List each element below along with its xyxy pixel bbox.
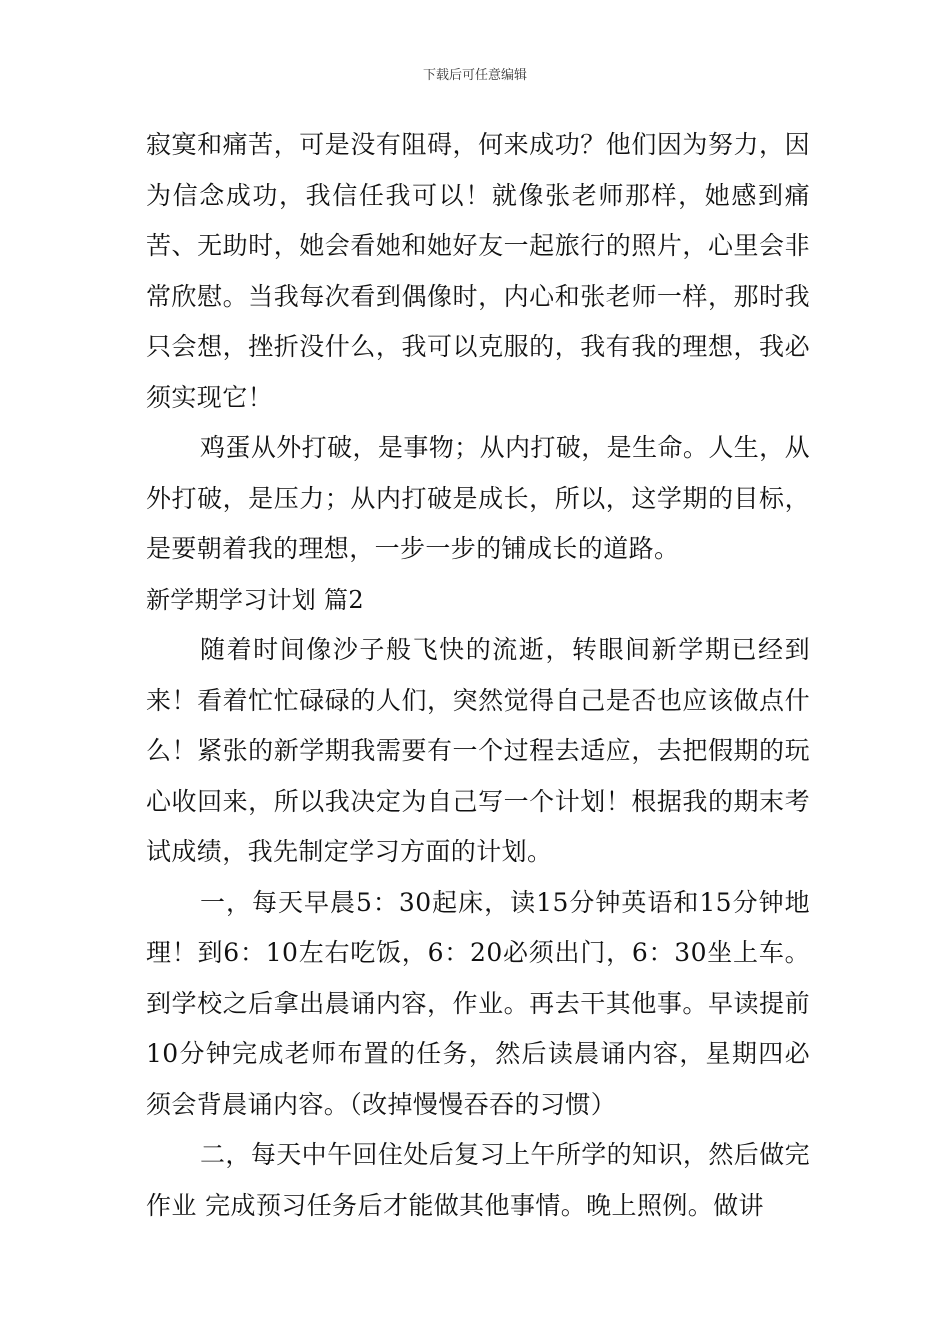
document-body <box>146 120 810 1231</box>
section-title: 新学期学习计划 篇2 <box>146 585 364 614</box>
paragraph-new-semester-intro: 随着时间像沙子般飞快的流逝，转眼间新学期已经到来！看着忙忙碌碌的人们，突然觉得自己是否也应该做点什么！紧张的新学期我需要有一个过程去适应，去把假期的玩心收回来，所以我决定为自己写一个计划！根据我的期末考试成绩，我先制定学习方面的计划。 <box>146 635 810 866</box>
paragraph-egg-metaphor: 鸡蛋从外打破，是事物；从内打破，是生命。人生，从外打破，是压力；从内打破是成长，所以，这学期的目标，是要朝着我的理想，一步一步的铺成长的道路。 <box>146 433 810 563</box>
paragraph-continuation: 寂寞和痛苦，可是没有阻碍，何来成功？他们因为努力，因为信念成功，我信任我可以！就像张老师那样，她感到痛苦、无助时，她会看她和她好友一起旅行的照片，心里会非常欣慰。当我每次看到偶像时，内心和张老师一样，那时我只会想，挫折没什么，我可以克服的，我有我的理想，我必须实现它！ <box>146 130 810 412</box>
page-header-note: 下载后可任意编辑 <box>422 68 527 83</box>
paragraph-plan-item-1: 一，每天早晨5：30起床，读15分钟英语和15分钟地理！到6：10左右吃饭，6：20必须出门，6：30坐上车。到学校之后拿出晨诵内容，作业。再去干其他事。早读提前10分钟完成老师布置的任务，然后读晨诵内容，星期四必须会背晨诵内容。（改掉慢慢吞吞的习惯） <box>146 887 810 1119</box>
paragraph-plan-item-2: 二，每天中午回住处后复习上午所学的知识，然后做完作业 完成预习任务后才能做其他事情。晚上照例。做讲 <box>146 1140 810 1220</box>
